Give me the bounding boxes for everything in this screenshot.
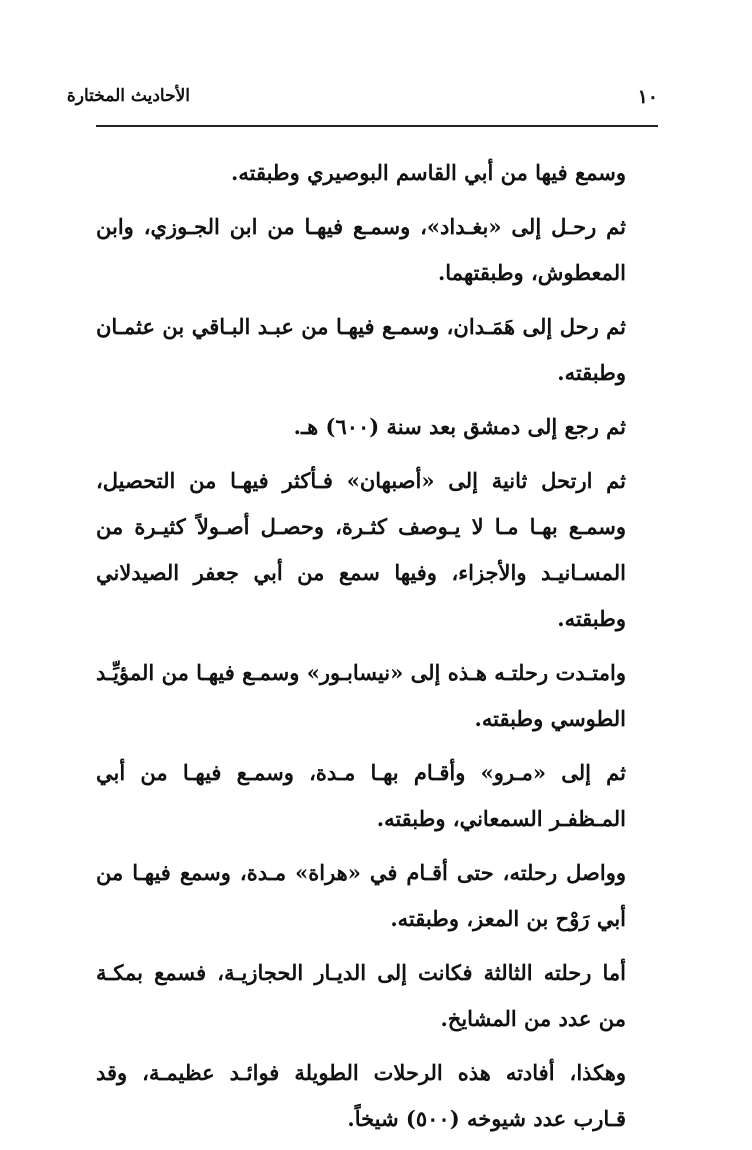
paragraph: وسمع فيها من أبي القاسم البوصيري وطبقته. <box>231 160 626 185</box>
body-text <box>96 150 626 1150</box>
paragraph: ثم إلى «مـرو» وأقـام بهـا مـدة، وسمـع فيهـا من أبي المـظفـر السمعاني، وطبقته. <box>96 760 626 831</box>
running-title: الأحاديث المختارة <box>66 86 190 106</box>
paragraph: ثم رحل إلى هَمَـدان، وسمـع فيهـا من عبـد البـاقي بن عثمـان وطبقته. <box>96 314 626 385</box>
page-header <box>66 86 658 116</box>
paragraph: وواصل رحلته، حتى أقـام في «هراة» مـدة، وسمع فيهـا من أبي رَوْح بن المعز، وطبقته. <box>96 860 626 931</box>
paragraph: أما رحلته الثالثة فكانت إلى الديـار الحجازيـة، فسمع بمكـة من عدد من المشايخ. <box>96 960 626 1031</box>
paragraph: ثم رحـل إلى «بغـداد»، وسمـع فيهـا من ابن الجـوزي، وابن المعطوش، وطبقتهما. <box>96 214 626 285</box>
paragraph: ثم رجع إلى دمشق بعد سنة (٦٠٠) هـ. <box>293 414 626 439</box>
paragraph: ثم ارتحل ثانية إلى «أصبهان» فـأكثر فيهـا من التحصيل، وسمـع بهـا مـا لا يـوصف كثـرة، وحصـل أصـولاً كثيـرة من المسـانيـد والأجزاء، وفيها سمع من أبي جعفر الصيدلاني وطبقته. <box>96 468 626 631</box>
paragraph: وهكذا، أفادته هذه الرحلات الطويلة فوائـد عظيمـة، وقد قـارب عدد شيوخه (٥٠٠) شيخاً. <box>96 1060 626 1131</box>
page-number: ١٠ <box>637 86 658 108</box>
header-rule <box>96 125 658 127</box>
paragraph: وامتـدت رحلتـه هـذه إلى «نيسابـور» وسمـع فيهـا من المؤيِّـد الطوسي وطبقته. <box>96 660 626 731</box>
